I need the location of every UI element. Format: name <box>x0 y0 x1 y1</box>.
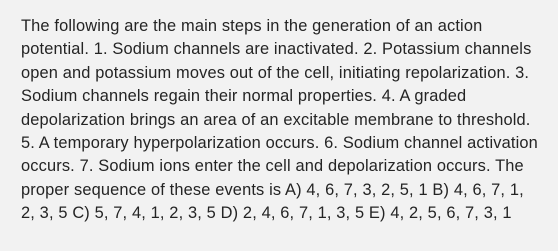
question-text: The following are the main steps in the generation of an action potential. 1. Sodium channels are inactivated. 2. Potassium channels open and potassium moves out of the cell, initiating repolarization. 3. Sodium channels regain their normal properties. 4. A graded depolarization brings an area of an excitable membrane to threshold. 5. A temporary hyperpolarization occurs. 6. Sodium channel activation occurs. 7. Sodium ions enter the cell and depolarization occurs. The proper sequence of these events is A) 4, 6, 7, 3, 2, 5, 1 B) 4, 6, 7, 1, 2, 3, 5 C) 5, 7, 4, 1, 2, 3, 5 D) 2, 4, 6, 7, 1, 3, 5 E) 4, 2, 5, 6, 7, 3, 1 <box>21 17 538 223</box>
